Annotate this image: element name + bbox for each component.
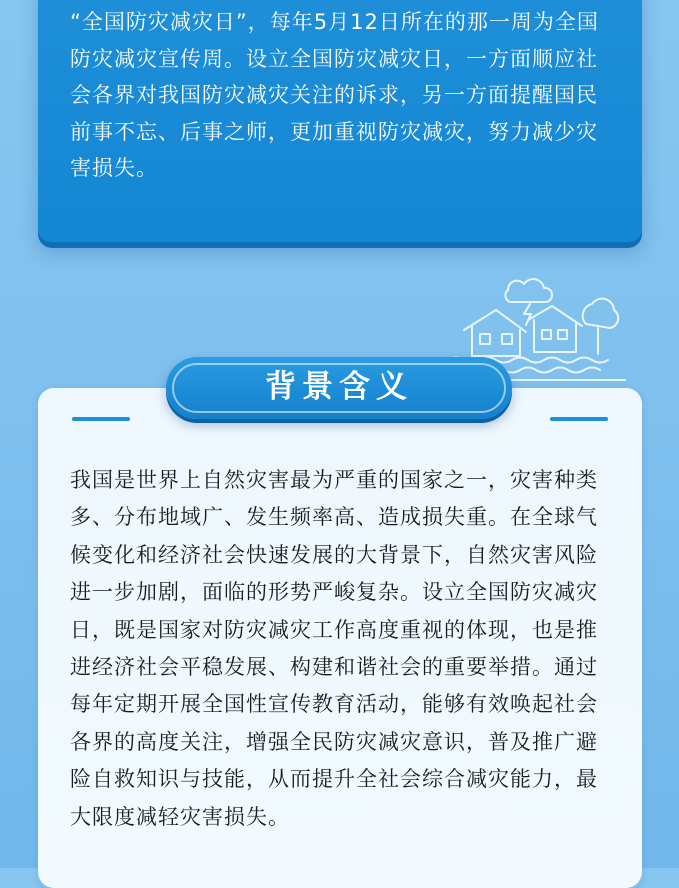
section-paragraph: 我国是世界上自然灾害最为严重的国家之一，灾害种类多、分布地域广、发生频率高、造成损失重。在全球气候变化和经济社会快速发展的大背景下，自然灾害风险进一步加剧，面临的形势严峻复杂。设立全国防灾减灾日，既是国家对防灾减灾工作高度重视的体现，也是推进经济社会平稳发展、构建和谐社会的重要举措。通过每年定期开展全国性宣传教育活动，能够有效唤起社会各界的高度关注，增强全民防灾减灾意识，普及推广避险自救知识与技能，从而提升全社会综合减灾能力，最大限度减轻灾害损失。 <box>70 468 598 829</box>
storm-cloud-icon <box>505 279 552 302</box>
flooded-house-icon <box>464 306 582 356</box>
section-title-pill <box>166 357 512 419</box>
lightning-icon <box>524 304 531 325</box>
accent-line-right <box>550 417 608 421</box>
intro-paragraph: “全国防灾减灾日”，每年5月12日所在的那一周为全国防灾减灾宣传周。设立全国防灾减灾日，一方面顺应社会各界对我国防灾减灾关注的诉求，另一方面提醒国民前事不忘、后事之师，更加重视防灾减灾，努力减少灾害损失。 <box>70 10 599 180</box>
tree-icon <box>583 299 619 354</box>
accent-line-left <box>72 417 130 421</box>
section-title: 背景含义 <box>265 369 413 405</box>
